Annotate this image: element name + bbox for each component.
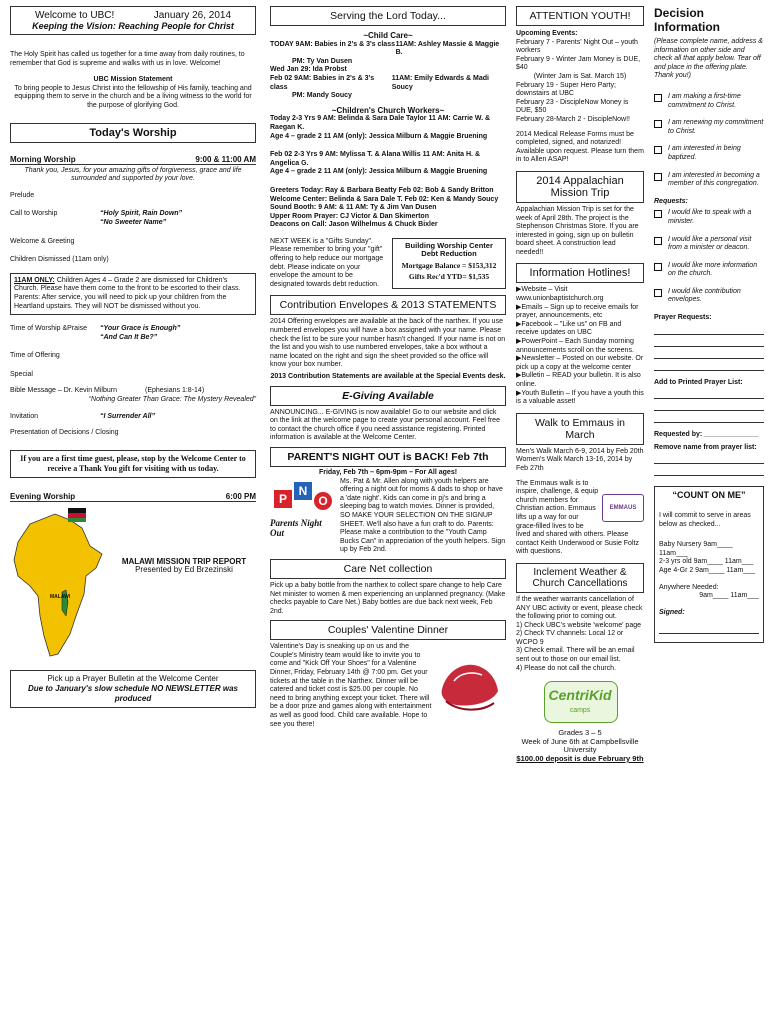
child-care-title: ~Child Care~ <box>363 31 413 40</box>
add-line-2[interactable] <box>654 399 764 411</box>
morning-worship-time: 9:00 & 11:00 AM <box>195 154 256 164</box>
malawi-flag-icon <box>68 508 86 522</box>
anywhere-label: Anywhere Needed: <box>659 583 719 591</box>
invitation: Invitation <box>10 412 39 420</box>
invitation-row <box>10 413 256 422</box>
prayer-line-1[interactable] <box>654 323 764 335</box>
upcoming-events-title: Upcoming Events: <box>516 30 578 37</box>
hotline-newsletter: ▶Newsletter – Posted on our website. Or pick up a copy at the welcome center <box>516 355 644 371</box>
serve-4-gr2[interactable]: Age 4-Gr 2 9am____ 11am___ <box>659 567 755 574</box>
intro-text: The Holy Spirit has called us together for a time away from daily routines, to remember that God is supreme and walks with us in love. Welcome! <box>10 51 245 67</box>
check-label: I am making a first-time commitment to Christ. <box>668 92 741 109</box>
appalachian-header: 2014 Appalachian Mission Trip <box>516 171 644 203</box>
gifts-received: Gifts Rec'd YTD= $1,535 <box>408 272 490 282</box>
hotline-facebook: ▶Facebook – "Like us" on FB and receive updates on UBC <box>516 320 622 337</box>
request-envelopes[interactable] <box>654 288 764 305</box>
child-care-slot: PM: Ty Van Dusen <box>292 57 353 65</box>
song-1: “Holy Spirit, Rain Down” <box>100 210 183 218</box>
pno-logo <box>270 478 336 548</box>
prayer-bulletin: Pick up a Prayer Bulletin at the Welcome Center <box>47 673 219 683</box>
thanks-text: Thank you, Jesus, for your amazing gifts of forgiveness, grace and life surrounded and supported by your love. <box>24 166 242 183</box>
medical-text: 2014 Medical Release Forms must be completed, signed, and notarized! Available upon request. Please turn them in to Allen ASAP! <box>516 130 644 164</box>
decision-title: Decision Information <box>654 6 720 34</box>
request-info[interactable] <box>654 262 764 279</box>
valentine-header: Couples' Valentine Dinner <box>270 620 506 640</box>
africa-shape <box>14 514 102 656</box>
event-6: February 28-March 2 - DiscipleNow!! <box>516 115 630 123</box>
contribution-text: 2014 Offering envelopes are available at the back of the narthex. If you use numbered envelopes you will have a box assigned with your name. Please check the list to be sure your number hasn't changed. If your name is not on the list and you wish to use numbered envelopes, take a box without a name located on the right and sign the sheet provided so the office will know your box number. <box>270 318 506 369</box>
shoes-icon <box>436 643 506 723</box>
pno-text: Ms. Pat & Mr. Allen along with youth helpers are offering a night out for moms & dads to shop or have a 'date night'. Kids can come in pj's and bring a sleeping bag to watch movies. Dinner is provided, SO MAKE YOUR SELECTION ON THE SIGNUP SHEET. We'll also have a fun craft to do. Parents: Please make a contribution to the "Youth Camp Bucks Can" in appreciation of the youth helpers. Sign up by Feb 2nd. <box>340 477 506 554</box>
camp-deposit: $100.00 deposit is due February 9th <box>516 754 644 764</box>
greeters-line-3: Sound Booth: 9 AM: & 11 AM: Ty & Jim Van Dusen <box>270 204 437 212</box>
column-serving <box>262 0 510 1024</box>
check-label: I am renewing my commitment to Christ. <box>668 119 764 135</box>
check-label: I am interested in becoming a member of this congregation. <box>668 171 760 188</box>
pno-letter-p: P <box>274 490 292 508</box>
child-care-row <box>270 92 506 101</box>
carenet-text: Pick up a baby bottle from the narthex to collect spare change to help Care Net minister to women & men experiencing an unplanned pregnancy. (Make checks payable to Care Net.) Baby bottles are due back next week, Feb 2nd. <box>270 581 506 615</box>
prayer-bulletin-box <box>10 670 256 708</box>
guest-box <box>10 450 256 478</box>
event-4: February 19 - Super Hero Party; downstairs at UBC <box>516 81 616 98</box>
prayer-line-3[interactable] <box>654 347 764 359</box>
remove-line-2[interactable] <box>654 464 764 476</box>
count-on-me-box <box>654 486 764 643</box>
mission-title: UBC Mission Statement <box>93 76 173 84</box>
check-renewing[interactable] <box>654 119 764 136</box>
child-care-slot: TODAY 9AM: Babies in 2's & 3's class <box>270 40 395 48</box>
child-care-row <box>270 41 506 58</box>
remove-line-1[interactable] <box>654 452 764 464</box>
malawi-presenter: Presented by Ed Brzezinski <box>135 565 233 575</box>
signature-line[interactable] <box>659 617 759 634</box>
request-label: I would like to speak with a minister. <box>668 209 752 225</box>
weather-step-1: 1) Check UBC's website 'welcome' page <box>516 621 642 629</box>
childrens-church-title: ~Children's Church Workers~ <box>331 105 445 115</box>
children-dismissed: Children Dismissed (11am only) <box>10 256 109 264</box>
contribution-header: Contribution Envelopes & 2013 STATEMENTS <box>270 295 506 315</box>
malawi-title: MALAWI MISSION TRIP REPORT <box>121 556 247 566</box>
valentine-section <box>270 643 506 729</box>
morning-worship-row <box>10 155 256 165</box>
event-3: (Winter Jam is Sat. March 15) <box>533 72 627 80</box>
offering: Time of Offering <box>10 352 60 360</box>
morning-worship-label: Morning Worship <box>10 154 76 164</box>
pno-when: Friday, Feb 7th – 6pm-9pm – For All ages! <box>318 468 458 476</box>
checkbox-icon[interactable] <box>654 173 662 181</box>
invitation-song: “I Surrender All” <box>100 412 155 420</box>
check-baptized[interactable] <box>654 145 764 162</box>
evening-worship-label: Evening Worship <box>10 491 76 501</box>
checkbox-icon[interactable] <box>654 120 662 128</box>
prayer-requests-label: Prayer Requests: <box>654 314 712 322</box>
guest-text: If you are a first time guest, please, stop by the Welcome Center to receive a Thank You gift for visiting with us today. <box>20 453 246 473</box>
child-care-list <box>270 41 506 101</box>
checkbox-icon[interactable] <box>654 94 662 102</box>
commit-text: I will commit to serve in areas below as checked... <box>659 512 751 528</box>
centrikid-wordmark: CentriKid <box>548 687 612 704</box>
prayer-line-2[interactable] <box>654 335 764 347</box>
call-to-worship: Call to Worship <box>10 210 58 218</box>
child-care-slot: PM: Mandy Soucy <box>292 92 352 100</box>
child-care-slot: Feb 02 9AM: Babies in 2's & 3's class <box>270 74 375 91</box>
note-label: 11AM ONLY: <box>14 276 55 284</box>
attention-youth-header: ATTENTION YOUTH! <box>516 6 644 26</box>
song-4: “And Can It Be?” <box>100 333 158 341</box>
debt-section <box>270 238 506 290</box>
newsletter-note: Due to January's slow schedule NO NEWSLETTER was produced <box>28 683 238 703</box>
emmaus-logo: EMMAUS <box>602 494 644 522</box>
centrikid-logo <box>544 681 616 729</box>
africa-map-graphic <box>10 506 108 666</box>
checkbox-icon[interactable] <box>654 146 662 154</box>
egiving-header: E-Giving Available <box>270 386 506 406</box>
check-label: I am interested in being baptized. <box>668 145 741 161</box>
anywhere-row[interactable]: 9am____ 11am___ <box>699 592 759 600</box>
church-line-2: Age 4 – grade 2 11 AM (only): Jessica Milburn & Maggie Bruening <box>270 132 488 140</box>
child-care-row <box>270 75 506 92</box>
serve-nursery[interactable]: Baby Nursery 9am____ 11am___ <box>659 541 733 557</box>
event-1: February 7 - Parents' Night Out – youth workers <box>516 38 638 55</box>
emmaus-text: The Emmaus walk is to inspire, challenge, & equip church members for Christian action. Emmaus lifts up a way for our grace-filled lives to be lived and shared with others. Please contact Keith Underwood or Susie Foltz with questions. <box>516 479 639 556</box>
pno-section <box>270 478 506 555</box>
weather-step-2: 2) Check TV channels: Local 12 or WCPO 9 <box>516 630 624 646</box>
greeters-line-1: Greeters Today: Ray & Barbara Beatty Feb 02: Bob & Sandy Britton <box>270 186 494 194</box>
request-label: I would like a personal visit from a minister or deacon. <box>668 235 752 252</box>
request-visit[interactable] <box>654 236 764 253</box>
presentation: Presentation of Decisions / Closing <box>10 429 119 437</box>
serve-2-3[interactable]: 2-3 yrs old 9am____ 11am___ <box>659 558 754 566</box>
hotline-powerpoint: ▶PowerPoint – Each Sunday morning announcements scroll on the screens. <box>516 338 634 354</box>
hotlines-header: Information Hotlines! <box>516 263 644 283</box>
count-on-me-title: “COUNT ON ME” <box>672 490 746 501</box>
hotline-emails: ▶Emails – Sign up to receive emails for prayer, announcements, etc <box>516 303 639 320</box>
evening-worship-time: 6:00 PM <box>225 491 256 501</box>
requested-by[interactable]: Requested by: ______________ <box>654 431 759 439</box>
pno-logo-text: Parents Night Out <box>270 517 322 538</box>
children-note-box <box>10 273 256 315</box>
check-first-time[interactable] <box>654 93 764 110</box>
evening-worship-row <box>10 492 256 502</box>
child-care-slot-11am: 11AM: Emily Edwards & Madi Soucy <box>391 74 489 91</box>
malawi-section <box>10 506 256 666</box>
pno-letter-o: O <box>314 492 332 510</box>
request-label: I would like more information on the church. <box>668 261 758 278</box>
check-member[interactable] <box>654 172 764 189</box>
add-prayer-label: Add to Printed Prayer List: <box>654 378 743 386</box>
praise-label: Time of Worship &Praise <box>10 325 88 333</box>
requests-label: Requests: <box>654 197 688 205</box>
greeters-line-4: Upper Room Prayer: CJ Victor & Dan Skimerton <box>270 212 429 220</box>
request-minister[interactable] <box>654 209 764 226</box>
welcome-title: Welcome to UBC! <box>35 10 115 21</box>
add-line-3[interactable] <box>654 411 764 423</box>
child-care-row <box>270 58 506 67</box>
emmaus-header: Walk to Emmaus in March <box>516 413 644 445</box>
statements-note: 2013 Contribution Statements are available at the Special Events desk. <box>270 373 506 380</box>
event-2: February 9 - Winter Jam Money is DUE, $40 <box>516 55 641 72</box>
add-line-1[interactable] <box>654 387 764 399</box>
malawi-map-label: MALAWI <box>50 593 71 600</box>
carenet-header: Care Net collection <box>270 559 506 579</box>
serving-header: Serving the Lord Today... <box>270 6 506 26</box>
song-2: “No Sweeter Name” <box>100 218 167 226</box>
signed-label: Signed: <box>659 608 685 616</box>
checkbox-icon[interactable] <box>654 263 662 271</box>
checkbox-icon[interactable] <box>654 289 662 297</box>
weather-header: Inclement Weather & Church Cancellations <box>516 563 644 593</box>
hotline-youth-bulletin: ▶Youth Bulletin – If you have a youth this is a valuable asset! <box>516 389 644 406</box>
church-line-1: Today 2-3 Yrs 9 AM: Belinda & Sara Dale Taylor 11 AM: Carrie W. & Raegan K. <box>270 115 491 131</box>
prayer-line-4[interactable] <box>654 359 764 371</box>
special: Special <box>10 370 33 378</box>
valentine-text: Valentine's Day is sneaking up on us and the Couple's Ministry team would like to invite you to come and "Kick Off Your Shoes" for a Valentine Dinner, Friday, February 14th @ 7:00 pm. Get your tickets at the table in the Narthex. Dinner will be catered and ticket cost is $25.00 per couple. No need to bring anything except your ticket. There will be a door prize and games along with entertainment as well as good food. Child care available. Hope to see you there! <box>270 643 432 728</box>
remove-label: Remove name from prayer list: <box>654 443 757 451</box>
todays-worship-header: Today's Worship <box>10 123 256 143</box>
shoes-image <box>436 643 506 723</box>
mortgage-balance: Mortgage Balance = $153,312 <box>401 261 497 271</box>
next-week-text: NEXT WEEK is a "Gifts Sunday". Please remember to bring your "gift" offering to help reduce our mortgage debt. Please indicate on your envelope the amount to be designated towards debt reduction. <box>270 237 384 288</box>
grades: Grades 3 – 5 <box>558 728 602 738</box>
emmaus-section <box>516 480 644 557</box>
weather-text: If the weather warrants cancellation of ANY UBC activity or event, please check the following prior to coming out. <box>516 595 643 621</box>
pno-letter-n: N <box>294 482 312 500</box>
child-care-slot-11am: 11AM: Ashley Massie & Maggie B. <box>395 40 500 57</box>
mission-text: To bring people to Jesus Christ into the fellowship of His family, teaching and equipping them to serve in the church and be a living witness to the world for the purpose of glorifying God. <box>14 84 252 109</box>
prelude: Prelude <box>10 191 35 199</box>
decision-instructions: (Please complete name, address & information on other side and check all that apply below. Tear off and place in the offering plate. Thank you!) <box>654 38 763 80</box>
column-youth <box>510 0 648 1024</box>
greeters-line-2: Welcome Center: Belinda & Sara Dale T. Feb 02: Ken & Mandy Soucy <box>270 195 499 203</box>
request-label: I would like contribution envelopes. <box>668 287 741 304</box>
debt-box <box>392 238 506 290</box>
bible-row <box>10 387 256 396</box>
camp-week: Week of June 6th at Campbellsville University <box>521 736 639 755</box>
column-worship <box>0 0 262 1024</box>
hotline-website[interactable]: ▶Website – Visit www.unionbaptistchurch.org <box>516 286 604 303</box>
church-line-4: Age 4 – grade 2 11 AM (only): Jessica Milburn & Maggie Bruening <box>270 168 488 176</box>
event-5: February 23 - DiscipleNow Money is DUE, $50 <box>516 98 629 115</box>
praise-row <box>10 325 256 342</box>
greeters-line-5: Deacons on Call: Jason Wilhelmus & Chuck Bixler <box>270 221 438 229</box>
emmaus-mens: Men's Walk March 6-9, 2014 by Feb 20th <box>516 447 644 455</box>
welcome-greeting: Welcome & Greeting <box>10 237 75 245</box>
emmaus-womens: Women's Walk March 13-16, 2014 by Feb 27th <box>516 456 633 472</box>
hotline-bulletin: ▶Bulletin – READ your bulletin. It is also online. <box>516 372 641 388</box>
checkbox-icon[interactable] <box>654 237 662 245</box>
song-3: “Your Grace is Enough” <box>100 325 181 333</box>
africa-map <box>10 506 108 666</box>
checkbox-icon[interactable] <box>654 210 662 218</box>
bible-reference: (Ephesians 1:8-14) <box>145 387 205 395</box>
weather-step-4: 4) Please do not call the church. <box>516 664 617 672</box>
welcome-header <box>10 6 256 35</box>
note-text: Children Ages 4 – Grade 2 are dismissed for Children's Church. Please have them come to the front to be escorted to their class. Parents: After service, you will need to pick up your children from the Heartland upstairs. They will NOT be dismissed without you. <box>14 276 241 310</box>
call-to-worship-row <box>10 210 256 227</box>
pno-header: PARENT'S NIGHT OUT is BACK! Feb 7th <box>270 447 506 467</box>
child-care-slot: Wed Jan 29: Ida Probst <box>270 66 347 74</box>
vision-tagline: Keeping the Vision: Reaching People for Christ <box>32 21 234 31</box>
egiving-text: ANNOUNCING... E-GIVING is now available! Go to our website and click on the link at the welcome page to create your personal account. Feel free to contact the church office if you need assistance registering. Printed information is available at the Welcome Center. <box>270 408 500 442</box>
column-decision <box>648 0 770 1024</box>
sermon-title: “Nothing Greater Than Grace: The Mystery Revealed” <box>88 396 256 404</box>
centrikid-camps: camps <box>569 707 591 715</box>
bible-message: Bible Message – Dr. Kevin Milburn <box>10 387 117 395</box>
church-line-3: Feb 02 2-3 Yrs 9 AM: Mylissa T. & Alana Willis 11 AM: Anita H. & Angelica G. <box>270 151 480 167</box>
building-title: Building Worship Center Debt Reduction <box>405 240 493 259</box>
appalachian-text: Appalachian Mission Trip is set for the week of April 28th. The project is the Stephenson Christmas Store. If you are interested in going, sign up on bulletin board sheet. A construction lead needed!! <box>516 205 639 256</box>
child-care-row <box>270 66 506 75</box>
weather-step-3: 3) Check email. There will be an email sent out to those on our email list. <box>516 647 635 664</box>
bulletin-date: January 26, 2014 <box>153 10 231 21</box>
